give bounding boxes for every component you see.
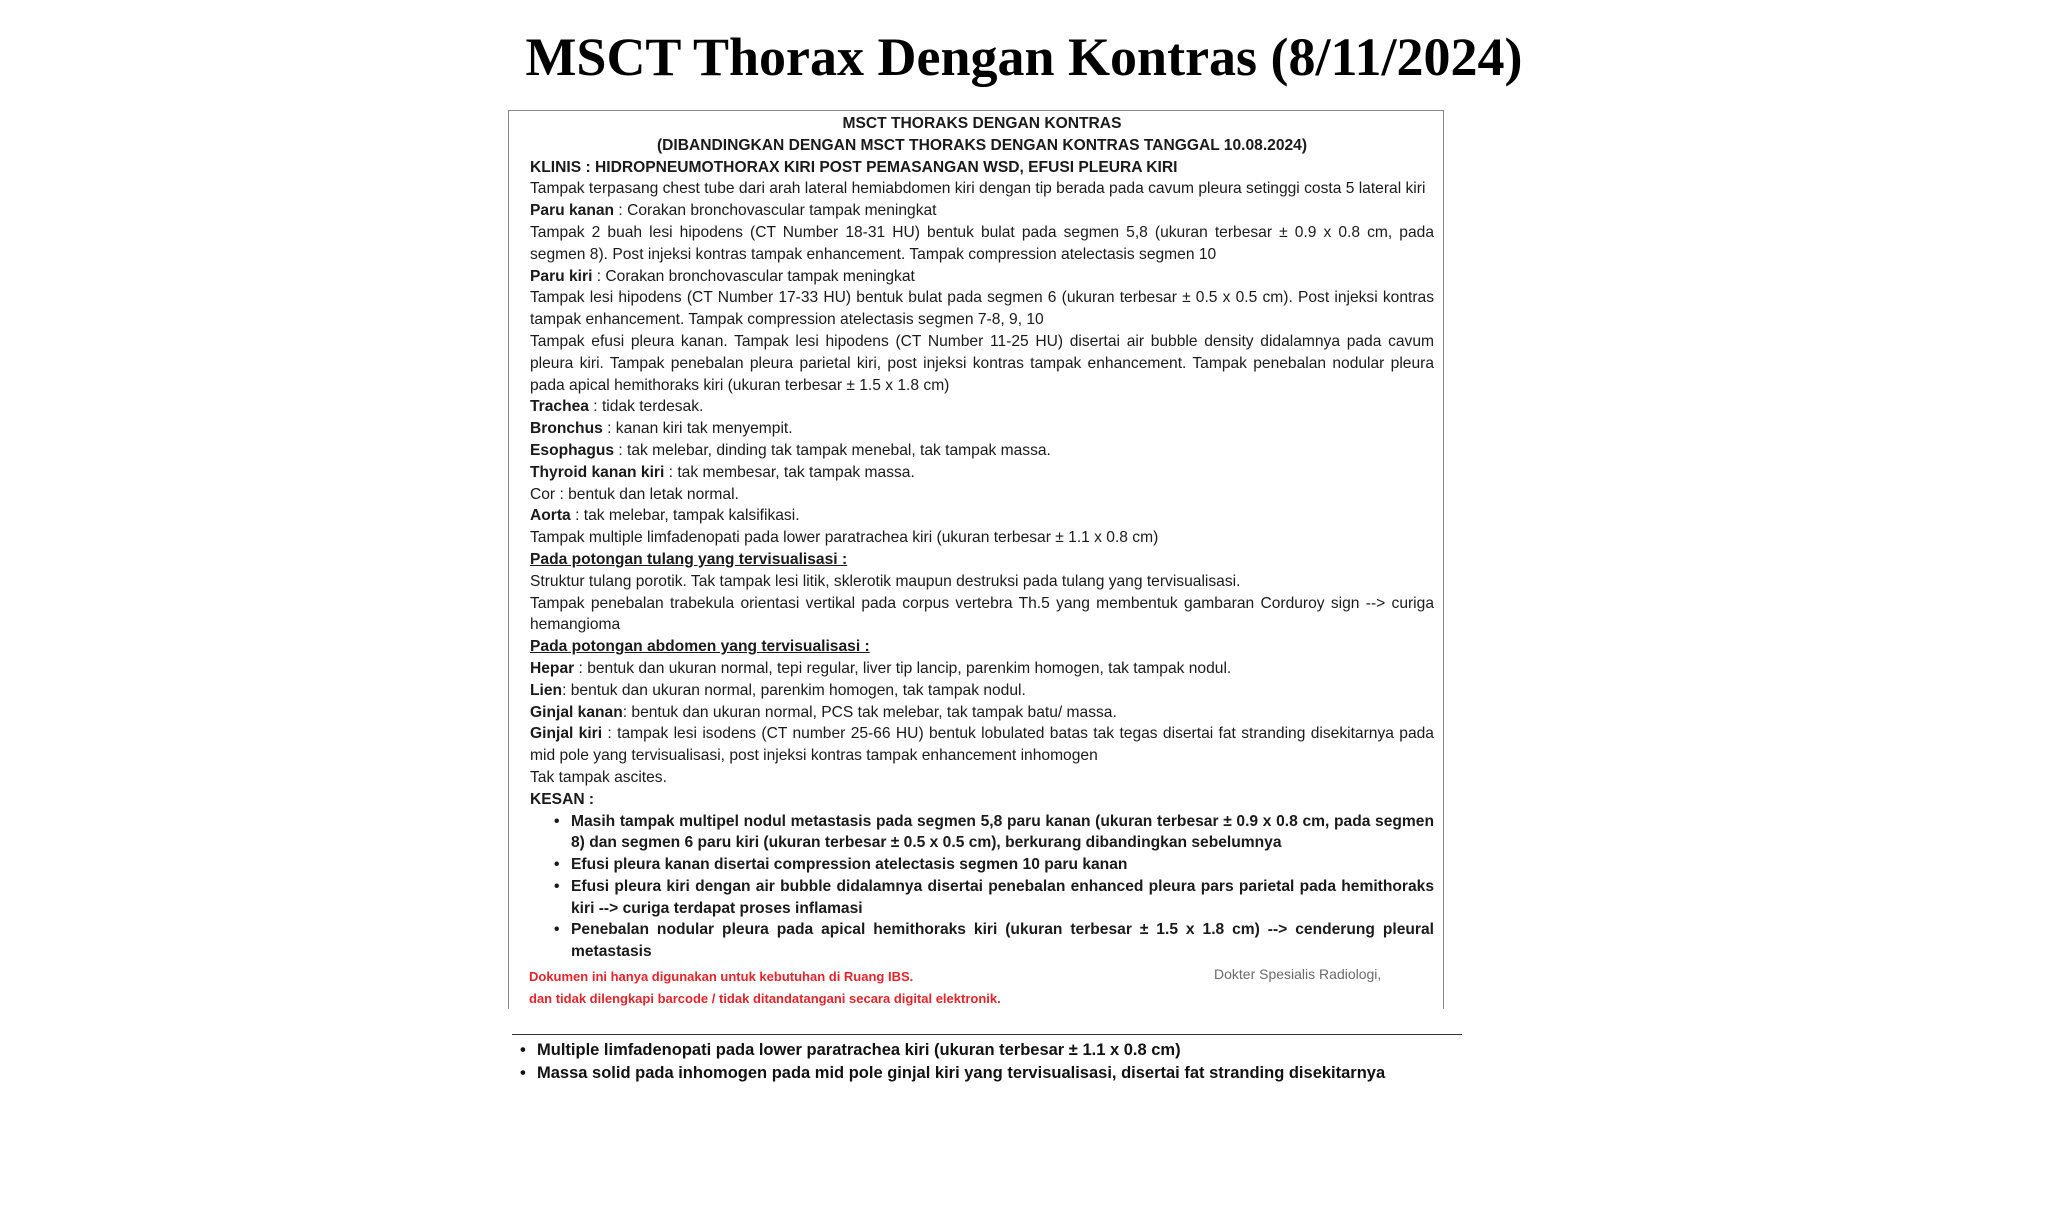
trachea-text: : tidak terdesak. bbox=[588, 398, 704, 416]
bronchus-text: : kanan kiri tak menyempit. bbox=[602, 420, 793, 438]
trachea-line bbox=[530, 396, 1434, 418]
hepar-label: Hepar bbox=[530, 659, 575, 677]
additional-impression-list bbox=[520, 1039, 1475, 1084]
lien-label: Lien bbox=[530, 681, 563, 699]
aorta-text: : tak melebar, tampak kalsifikasi. bbox=[570, 507, 800, 525]
bone-finding-2: Tampak penebalan trabekula orientasi vertikal pada corpus vertebra Th.5 yang membentuk gambaran Corduroy sign --> curiga hemangioma bbox=[530, 594, 1434, 634]
impression-item: • Efusi pleura kiri dengan air bubble didalamnya disertai penebalan enhanced pleura pars parietal pada hemithoraks kiri --> curiga terdapat proses inflamasi bbox=[571, 876, 1434, 920]
aorta-label: Aorta bbox=[530, 507, 571, 525]
right-lung-label: Paru kanan bbox=[530, 202, 615, 220]
report-disclaimer bbox=[529, 966, 1049, 1010]
report-comparison-heading: (DIBANDINGKAN DENGAN MSCT THORAKS DENGAN KONTRAS TANGGAL 10.08.2024) bbox=[656, 136, 1308, 154]
effusion-detail: Tampak efusi pleura kanan. Tampak lesi hipodens (CT Number 11-25 HU) disertai air bubble density didalamnya pada cavum pleura kiri. Tampak penebalan pleura parietal kiri, post injeksi kontras tampak enhancement. Tampak penebalan nodular pleura pada apical hemithoraks kiri (ukuran terbesar ± 1.5 x 1.8 cm) bbox=[530, 332, 1434, 394]
abdomen-section-title: Pada potongan abdomen yang tervisualisasi : bbox=[530, 638, 870, 656]
esophagus-line bbox=[530, 440, 1434, 462]
disclaimer-line-2: dan tidak dilengkapi barcode / tidak ditandatangani secara digital elektronik. bbox=[529, 991, 1001, 1006]
bronchus-line bbox=[530, 418, 1434, 440]
chest-tube-finding: Tampak terpasang chest tube dari arah lateral hemiabdomen kiri dengan tip berada pada cavum pleura setinggi costa 5 lateral kiri bbox=[530, 180, 1426, 198]
signature-label: Dokter Spesialis Radiologi, bbox=[1214, 966, 1382, 982]
thyroid-line bbox=[530, 462, 1434, 484]
thyroid-label: Thyroid kanan kiri bbox=[530, 463, 665, 481]
left-lung-detail: Tampak lesi hipodens (CT Number 17-33 HU) bentuk bulat pada segmen 6 (ukuran terbesar ± 0.5 x 0.5 cm). Post injeksi kontras tampak enhancement. Tampak compression atelectasis segmen 7-8, 9, 10 bbox=[530, 289, 1434, 329]
aorta-line bbox=[530, 505, 1434, 527]
impression-item: • Masih tampak multipel nodul metastasis pada segmen 5,8 paru kanan (ukuran terbesar ± 0.9 x 0.8 cm, pada segmen 8) dan segmen 6 paru kiri (ukuran terbesar ± 0.5 x 0.5 cm), berkurang dibandingkan sebelumnya bbox=[571, 811, 1434, 855]
radiology-report-image bbox=[508, 110, 1444, 1009]
bone-finding-1: Struktur tulang porotik. Tak tampak lesi litik, sklerotik maupun destruksi pada tulang yang tervisualisasi. bbox=[530, 572, 1241, 590]
bronchus-label: Bronchus bbox=[530, 420, 603, 438]
left-kidney-label: Ginjal kiri bbox=[530, 725, 603, 743]
esophagus-label: Esophagus bbox=[530, 441, 615, 459]
right-lung-line bbox=[530, 200, 1434, 222]
right-lung-detail: Tampak 2 buah lesi hipodens (CT Number 18-31 HU) bentuk bulat pada segmen 5,8 (ukuran terbesar ± 0.9 x 0.8 cm, pada segmen 8). Post injeksi kontras tampak enhancement. Tampak compression atelectasis segmen 10 bbox=[530, 223, 1434, 263]
trachea-label: Trachea bbox=[530, 398, 589, 416]
disclaimer-line-1: Dokumen ini hanya digunakan untuk kebutuhan di Ruang IBS. bbox=[529, 969, 914, 984]
report-heading: MSCT THORAKS DENGAN KONTRAS bbox=[842, 115, 1122, 132]
clinical-info: KLINIS : HIDROPNEUMOTHORAX KIRI POST PEMASANGAN WSD, EFUSI PLEURA KIRI bbox=[530, 158, 1178, 176]
impression-title: KESAN : bbox=[530, 790, 595, 808]
additional-impression-item: • Multiple limfadenopati pada lower paratrachea kiri (ukuran terbesar ± 1.1 x 0.8 cm) bbox=[537, 1039, 1475, 1062]
left-lung-line bbox=[530, 266, 1434, 288]
divider bbox=[512, 1034, 1462, 1035]
lien-line bbox=[530, 680, 1434, 702]
impression-list bbox=[530, 811, 1434, 964]
left-lung-text: : Corakan bronchovascular tampak meningkat bbox=[592, 267, 915, 285]
hepar-line bbox=[530, 658, 1434, 680]
thyroid-text: : tak membesar, tak tampak massa. bbox=[664, 463, 915, 481]
left-kidney-line bbox=[530, 723, 1434, 767]
lien-text: : bentuk dan ukuran normal, parenkim homogen, tak tampak nodul. bbox=[562, 681, 1026, 699]
lymphadenopathy-finding: Tampak multiple limfadenopati pada lower paratrachea kiri (ukuran terbesar ± 1.1 x 0.8 cm) bbox=[530, 529, 1159, 547]
right-lung-text: : Corakan bronchovascular tampak meningkat bbox=[614, 202, 937, 220]
impression-item: • Penebalan nodular pleura pada apical hemithoraks kiri (ukuran terbesar ± 1.5 x 1.8 cm) --> cenderung pleural metastasis bbox=[571, 919, 1434, 963]
esophagus-text: : tak melebar, dinding tak tampak menebal, tak tampak massa. bbox=[614, 441, 1051, 459]
right-kidney-label: Ginjal kanan bbox=[530, 703, 623, 721]
impression-item: • Efusi pleura kanan disertai compression atelectasis segmen 10 paru kanan bbox=[571, 854, 1434, 876]
left-lung-label: Paru kiri bbox=[530, 267, 593, 285]
right-kidney-text: : bentuk dan ukuran normal, PCS tak melebar, tak tampak batu/ massa. bbox=[622, 703, 1117, 721]
slide-title: MSCT Thorax Dengan Kontras (8/11/2024) bbox=[525, 27, 1523, 87]
ascites-line: Tak tampak ascites. bbox=[530, 768, 667, 786]
additional-impression-item: • Massa solid pada inhomogen pada mid pole ginjal kiri yang tervisualisasi, disertai fat stranding disekitarnya bbox=[537, 1062, 1475, 1085]
left-kidney-text: : tampak lesi isodens (CT number 25-66 HU) bentuk lobulated batas tak tegas disertai fat stranding disekitarnya pada mid pole yang tervisualisasi, post injeksi kontras tampak enhancement inhomogen bbox=[530, 725, 1434, 765]
cor-line: Cor : bentuk dan letak normal. bbox=[530, 485, 739, 503]
right-kidney-line bbox=[530, 702, 1434, 724]
hepar-text: : bentuk dan ukuran normal, tepi regular, liver tip lancip, parenkim homogen, tak tampak nodul. bbox=[574, 659, 1232, 677]
bone-section-title: Pada potongan tulang yang tervisualisasi : bbox=[530, 550, 848, 568]
